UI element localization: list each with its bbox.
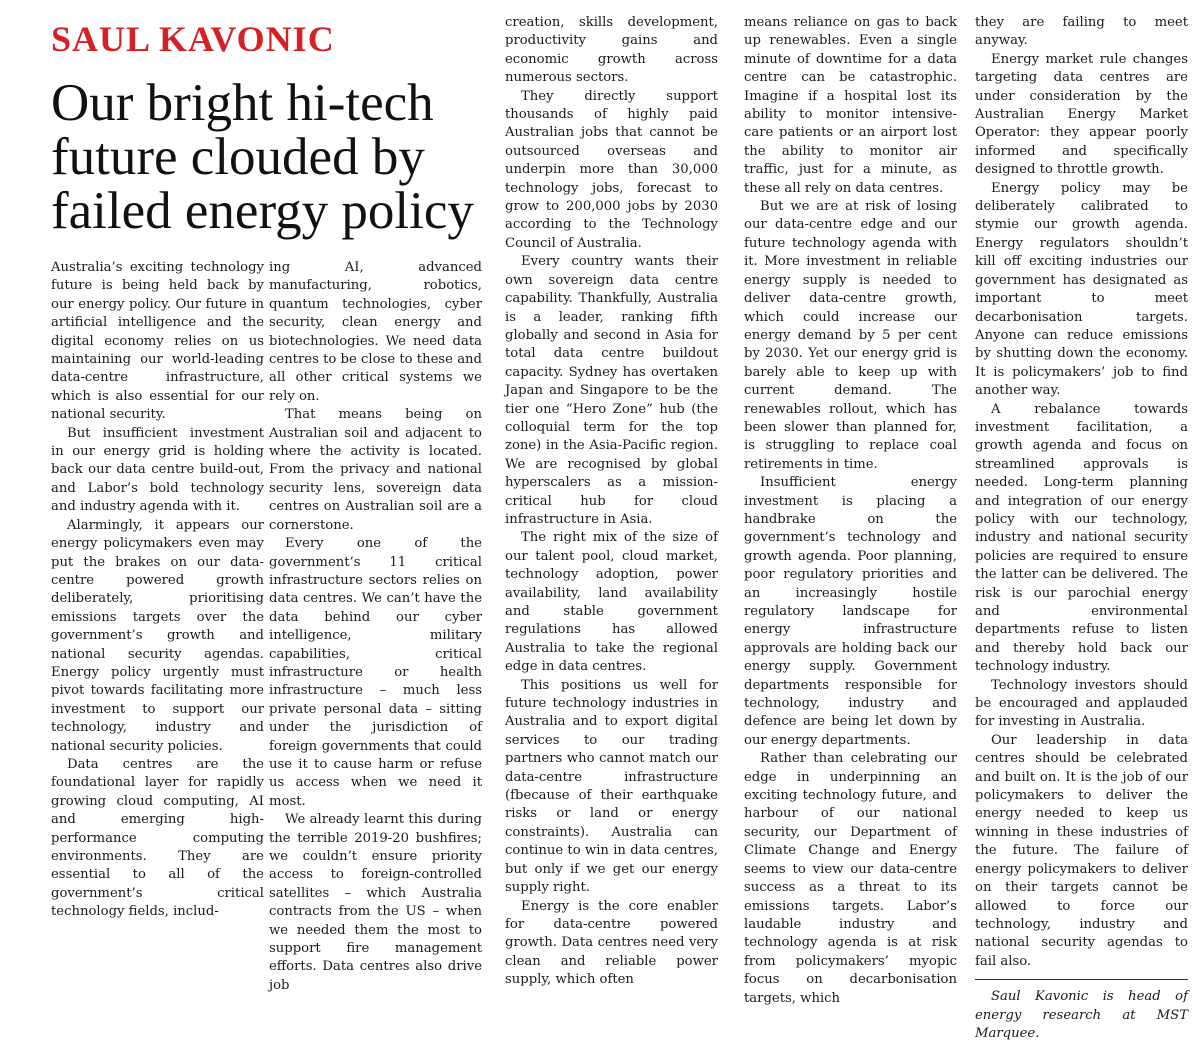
paragraph: The right mix of the size of our talent pool, cloud market, technology adoption, power availability, land availability and stable government regulations has allowed Australia to take the regional edge in data centres. — [505, 530, 718, 675]
paragraph: Alarmingly, it appears our energy policymakers even may put the brakes on our data-centre powered growth deliberately, prioritising emissions targets over the government’s growth and national security agendas. Energy policy urgently must pivot towards facilitating more investment to support our technology, industry and national security policies. — [51, 517, 264, 754]
headline: Our bright hi-tech future clouded by failed energy policy — [51, 74, 474, 240]
paragraph: Insufficient energy investment is placing a handbrake on the government’s technology and growth agenda. Poor planning, poor regulatory priorities and an increasingly hostile regulatory landscape for energy infrastructure approvals are holding back our energy supply. Government departments responsible for technology, industry and defence are being let down by our energy departments. — [744, 475, 957, 748]
paragraph: But insufficient investment in our energy grid is holding back our data centre build-out, and Labor’s bold technology and industry agenda with it. — [51, 425, 264, 515]
paragraph: ing AI, advanced manufacturing, robotics, quantum technologies, cyber security, clean energy and biotechnologies. We need data centres to be close to these and all other critical systems we rely on. — [269, 260, 482, 404]
paragraph: Energy is the core enabler for data-centre powered growth. Data centres need very clean and reliable power supply, which often — [505, 898, 718, 988]
paragraph: They directly support thousands of highly paid Australian jobs that cannot be outsourced overseas and underpin more than 30,000 technology jobs, forecast to grow to 200,000 jobs by 2030 according to the Technology Council of Australia. — [505, 88, 718, 251]
article-column-3 — [505, 14, 718, 990]
byline: SAUL KAVONIC — [51, 19, 335, 59]
article-column-5 — [975, 14, 1188, 1043]
paragraph: Our leadership in data centres should be celebrated and built on. It is the job of our policymakers to deliver the energy needed to keep us winning in these industries of the future. The failure of energy policymakers to deliver on their targets cannot be allowed to force our technology, industry and national security agendas to fail also. — [975, 732, 1188, 969]
paragraph: creation, skills development, productivity gains and economic growth across numerous sectors. — [505, 15, 718, 86]
paragraph: This positions us well for future technology industries in Australia and to export digital services to our trading partners who cannot match our data-centre infrastructure (fbecause of their earthquake risks or land or energy constraints). Australia can continue to win in data centres, but only if we get our energy supply right. — [505, 677, 718, 896]
paragraph: But we are at risk of losing our data-centre edge and our future technology agenda with it. More investment in reliable energy supply is needed to deliver data-centre growth, which could increase our energy demand by 5 per cent by 2030. Yet our energy grid is barely able to keep up with current demand. The renewables rollout, which has been slower than planned for, is struggling to replace coal retirements in time. — [744, 199, 957, 472]
article-column-1 — [51, 259, 264, 922]
paragraph: means reliance on gas to back up renewables. Even a single minute of downtime for a data centre can be catastrophic. Imagine if a hospital lost its ability to monitor intensive-care patients or an airport lost the ability to monitor air traffic, just for a minute, as these all rely on data centres. — [744, 15, 957, 196]
paragraph: Energy policy may be deliberately calibrated to stymie our growth agenda. Energy regulators shouldn’t kill off exciting industries our government has designated as important to meet decarbonisation targets. Anyone can reduce emissions by shutting down the economy. It is policymakers’ job to find another way. — [975, 180, 1188, 399]
paragraph: Rather than celebrating our edge in underpinning an exciting technology future, and harbour of our national security, our Department of Climate Change and Energy seems to view our data-centre success as a threat to its emissions targets. Labor’s laudable industry and technology agenda is at risk from policymakers’ myopic focus on decarbonisation targets, which — [744, 751, 957, 1006]
article-column-2 — [269, 259, 482, 995]
bio-divider — [975, 979, 1188, 980]
paragraph: That means being on Australian soil and adjacent to where the activity is located. From the privacy and national security lens, sovereign data centres on Australian soil are a cornerstone. — [269, 407, 482, 533]
paragraph: Every one of the government’s 11 critical infrastructure sectors relies on data centres. We can’t have the data behind our cyber intelligence, military capabilities, critical infrastructure or health infrastructure – much less private personal data – sitting under the jurisdiction of foreign governments that could use it to cause harm or refuse us access when we need it most. — [269, 536, 482, 809]
paragraph: Australia’s exciting technology future is being held back by our energy policy. Our future in artificial intelligence and the digital economy relies on us maintaining our world-leading data-centre infrastructure, which is also essential for our national security. — [51, 260, 264, 423]
paragraph: Every country wants their own sovereign data centre capability. Thankfully, Australia is a leader, ranking fifth globally and second in Asia for total data centre buildout capacity. Sydney has overtaken Japan and Singapore to be the tier one “Hero Zone” hub (the colloquial term for the top zone) in the Asia-Pacific region. We are recognised by global hyperscalers as a mission-critical hub for cloud infrastructure in Asia. — [505, 254, 718, 527]
paragraph: Data centres are the foundational layer for rapidly growing cloud computing, AI and emerging high-performance computing environments. They are essential to all of the government’s critical technology fields, includ- — [51, 756, 264, 920]
paragraph: Technology investors should be encouraged and applauded for investing in Australia. — [975, 677, 1188, 730]
author-bio: Saul Kavonic is head of energy research at MST Marquee. — [975, 989, 1188, 1041]
paragraph: A rebalance towards investment facilitation, a growth agenda and focus on streamlined approvals is needed. Long-term planning and integration of our energy policy with our technology, industry and national security policies are required to ensure the latter can be delivered. The risk is our parochial energy and environmental departments refuse to listen and thereby hold back our technology industry. — [975, 401, 1188, 675]
article-column-4 — [744, 14, 957, 1008]
paragraph: they are failing to meet anyway. — [975, 15, 1188, 49]
paragraph: Energy market rule changes targeting data centres are under consideration by the Australian Energy Market Operator: they appear poorly informed and specifically designed to throttle growth. — [975, 51, 1188, 178]
paragraph: We already learnt this during the terrible 2019-20 bushfires; we couldn’t ensure priority access to foreign-controlled satellites – which Australia contracts from the US – when we needed them the most to support fire management efforts. Data centres also drive job — [269, 812, 482, 993]
